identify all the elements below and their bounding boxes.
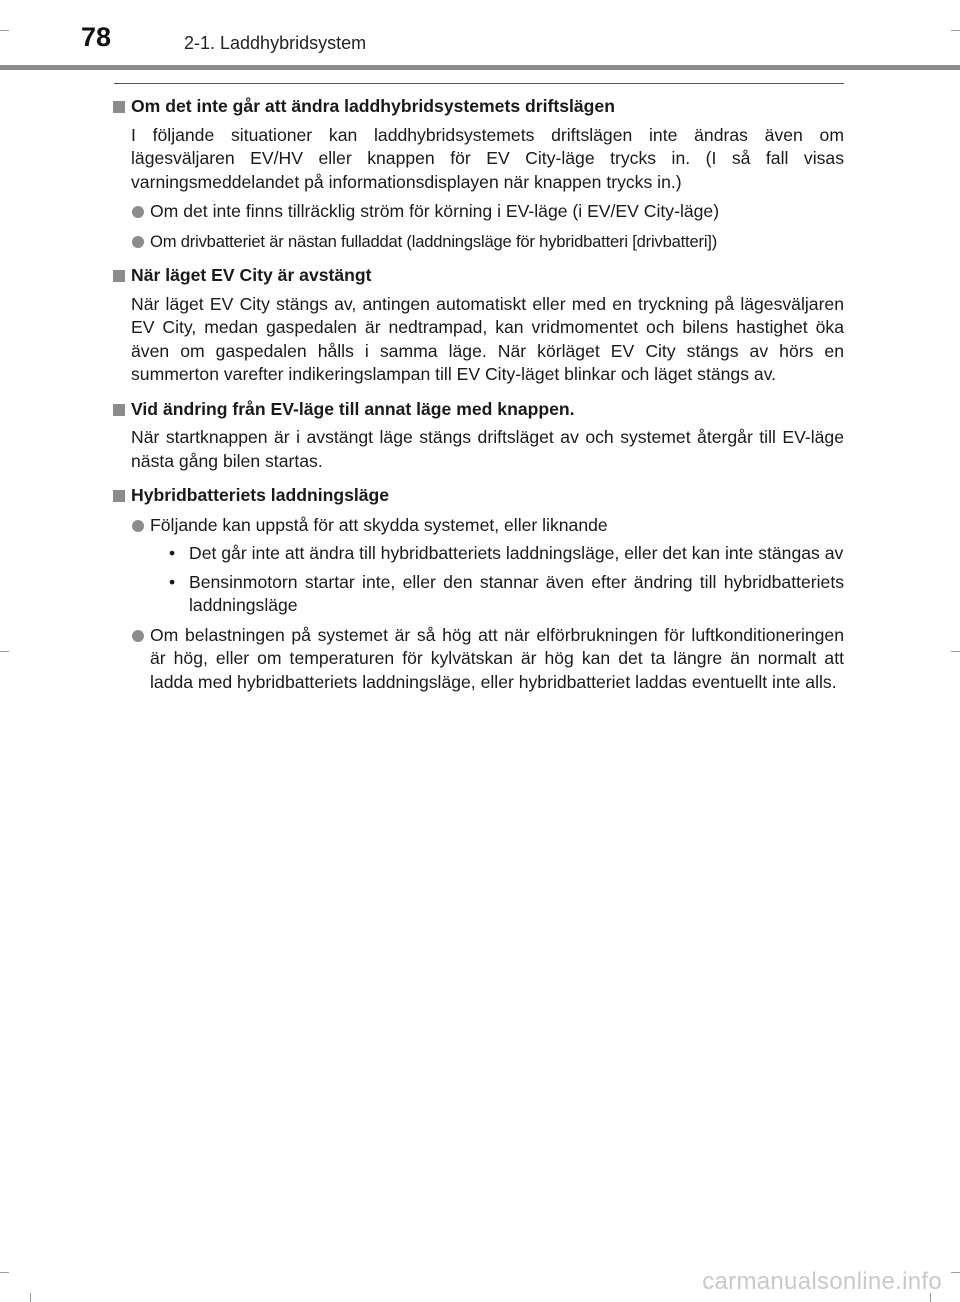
crop-mark <box>951 651 960 652</box>
sub-list-item-text: Bensinmotorn startar inte, eller den stannar även efter ändring till hybridbatteriets laddningsläge <box>189 571 844 615</box>
square-bullet-icon <box>113 101 125 113</box>
crop-mark <box>30 1293 31 1302</box>
list-item-text: Om belastningen på systemet är så hög att när elförbrukningen för luftkonditioneringen är hög, eller om temperaturen för kylvätskan är hög kan det ta längre än normalt att ladda med hybridbatteriets laddningsläge, eller hybridbatteriet laddas eventuellt inte alls. <box>150 624 844 692</box>
section-block <box>112 264 844 387</box>
crop-mark <box>951 1272 960 1273</box>
circle-bullet-icon <box>132 206 144 218</box>
page-number: 78 <box>81 22 112 52</box>
list-item-text: Följande kan uppstå för att skydda systemet, eller liknande <box>150 514 608 535</box>
watermark: carmanualsonline.info <box>702 1268 942 1295</box>
paragraph: När startknappen är i avstängt läge stängs driftsläget av och systemet återgår till EV-läge nästa gång bilen startas. <box>131 427 844 471</box>
section-title: 2-1. Laddhybridsystem <box>184 33 367 53</box>
paragraph: När läget EV City stängs av, antingen automatiskt eller med en tryckning på lägesväljaren EV City, medan gaspedalen är nedtrampad, kan vridmomentet och bilens hastighet öka även om gaspedalen hålls i samma läge. När körläget EV City stängs av hörs en summerton varefter indikeringslampan till EV City-läget blinkar och läget stängs av. <box>131 293 844 384</box>
square-bullet-icon <box>113 490 125 502</box>
dot-bullet-icon: • <box>169 571 176 592</box>
crop-mark <box>0 1272 9 1273</box>
list-item-text: Om det inte finns tillräcklig ström för körning i EV-läge (i EV/EV City-läge) <box>150 201 720 221</box>
dot-bullet-icon: • <box>169 543 176 563</box>
header-rule <box>0 65 960 70</box>
circle-bullet-icon <box>132 630 144 642</box>
circle-bullet-icon <box>132 520 144 532</box>
content-top-rule <box>114 83 844 84</box>
page-content <box>112 95 844 694</box>
page-header <box>0 0 960 70</box>
section-heading <box>112 484 844 508</box>
heading-text: Vid ändring från EV-läge till annat läge med knappen. <box>131 398 575 419</box>
sub-list-item-text: Det går inte att ändra till hybridbatteriets laddningsläge, eller det kan inte stängas av <box>189 543 844 563</box>
section-block <box>112 484 844 694</box>
list-item <box>131 200 844 224</box>
list-item-text: Om drivbatteriet är nästan fulladdat (laddningsläge för hybridbatteri [drivbatteri]) <box>150 231 718 251</box>
section-block <box>112 95 844 253</box>
heading-text: Om det inte går att ändra laddhybridsystemets driftslägen <box>131 96 615 116</box>
square-bullet-icon <box>113 404 125 416</box>
square-bullet-icon <box>113 270 125 282</box>
list-item <box>131 514 844 538</box>
circle-bullet-icon <box>132 236 144 248</box>
list-item <box>131 230 844 254</box>
heading-text: När läget EV City är avstängt <box>131 265 372 285</box>
sub-list-item <box>169 542 844 566</box>
section-heading <box>112 95 844 119</box>
crop-mark <box>0 651 9 652</box>
list-item <box>131 624 844 695</box>
section-heading <box>112 398 844 422</box>
paragraph: I följande situationer kan laddhybridsystemets driftslägen inte ändras även om lägesväljaren EV/HV eller knappen för EV City-läge trycks in. (I så fall visas varningsmeddelandet på informationsdisplayen när knappen trycks in.) <box>131 124 844 192</box>
sub-list-item <box>169 571 844 618</box>
section-block <box>112 398 844 474</box>
heading-text: Hybridbatteriets laddningsläge <box>131 485 390 505</box>
section-heading <box>112 264 844 288</box>
